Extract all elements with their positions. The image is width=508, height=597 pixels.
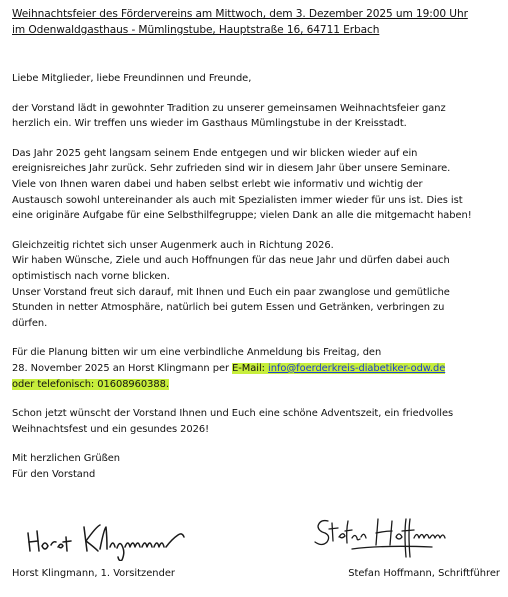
paragraph-line: Wir haben Wünsche, Ziele und auch Hoffnungen für das neue Jahr und dürfen dabei auch [12, 255, 450, 267]
paragraph-line: dürfen. [12, 317, 48, 329]
event-heading-line-1: Weihnachtsfeier des Fördervereins am Mittwoch, dem 3. Dezember 2025 um 19:00 Uhr [12, 8, 468, 20]
paragraph-line: Stunden in netter Atmosphäre, natürlich bei gutem Essen und Getränken, verbringen zu [12, 302, 445, 314]
paragraph-line: eine originäre Aufgabe für eine Selbsthilfegruppe; vielen Dank an alle die mitgemacht haben! [12, 210, 472, 222]
paragraph-line: ereignisreiches Jahr zurück. Sehr zufrieden sind wir in diesem Jahr über unsere Seminare. [12, 163, 451, 175]
paragraph-line [12, 361, 502, 377]
signature-stefan-hoffmann [312, 511, 452, 566]
closing-line: Für den Vorstand [12, 468, 96, 480]
letter-page [12, 6, 502, 482]
paragraph-line: Viele von Ihnen waren dabei und haben selbst erlebt wie informativ und wichtig der [12, 178, 423, 190]
paragraph-invitation [12, 101, 502, 132]
signature-area [12, 511, 502, 571]
email-link[interactable]: info@foerderkreis-diabetiker-odw.de [268, 362, 446, 374]
signature-horst-klingmann [22, 511, 202, 561]
event-heading [12, 6, 502, 38]
paragraph-line: optimistisch nach vorne blicken. [12, 270, 170, 282]
greeting: Liebe Mitglieder, liebe Freundinnen und Freunde, [12, 73, 252, 84]
paragraph-line [12, 377, 502, 393]
paragraph-line: Weihnachtsfest und ein gesundes 2026! [12, 423, 209, 435]
paragraph-line: Gleichzeitig richtet sich unser Augenmerk auch in Richtung 2026. [12, 239, 334, 251]
paragraph-outlook [12, 238, 502, 332]
signatory-right-name: Stefan Hoffmann, Schriftführer [348, 568, 500, 579]
event-heading-line-2: im Odenwaldgasthaus - Mümlingstube, Hauptstraße 16, 64711 Erbach [12, 24, 380, 36]
paragraph-line: Austausch sowohl untereinander als auch mit Spezialisten immer wieder für uns ist. Dies ist [12, 194, 463, 206]
paragraph-registration [12, 345, 502, 392]
email-highlight [232, 363, 445, 374]
signatory-left-name: Horst Klingmann, 1. Vorsitzender [12, 568, 175, 579]
paragraph-line: der Vorstand lädt in gewohnter Tradition zu unserer gemeinsamen Weihnachtsfeier ganz [12, 102, 446, 114]
registration-text: 28. November 2025 an Horst Klingmann per [12, 362, 233, 374]
closing-line: Mit herzlichen Grüßen [12, 453, 120, 465]
letter-body [12, 71, 502, 482]
email-label: E-Mail: [232, 362, 269, 374]
paragraph-line: Unser Vorstand freut sich darauf, mit Ihnen und Euch ein paar zwanglose und gemütliche [12, 286, 450, 298]
paragraph-wishes [12, 406, 502, 437]
paragraph-line: herzlich ein. Wir treffen uns wieder im Gasthaus Mümlingstube in der Kreisstadt. [12, 118, 407, 130]
paragraph-line: Für die Planung bitten wir um eine verbindliche Anmeldung bis Freitag, den [12, 347, 382, 359]
closing [12, 451, 502, 482]
paragraph-year-review [12, 146, 502, 224]
paragraph-line: Das Jahr 2025 geht langsam seinem Ende entgegen und wir blicken wieder auf ein [12, 147, 418, 159]
phone-highlight: oder telefonisch: 01608960388. [12, 378, 169, 390]
paragraph-line: Schon jetzt wünscht der Vorstand Ihnen und Euch eine schöne Adventszeit, ein friedvolles [12, 408, 454, 420]
